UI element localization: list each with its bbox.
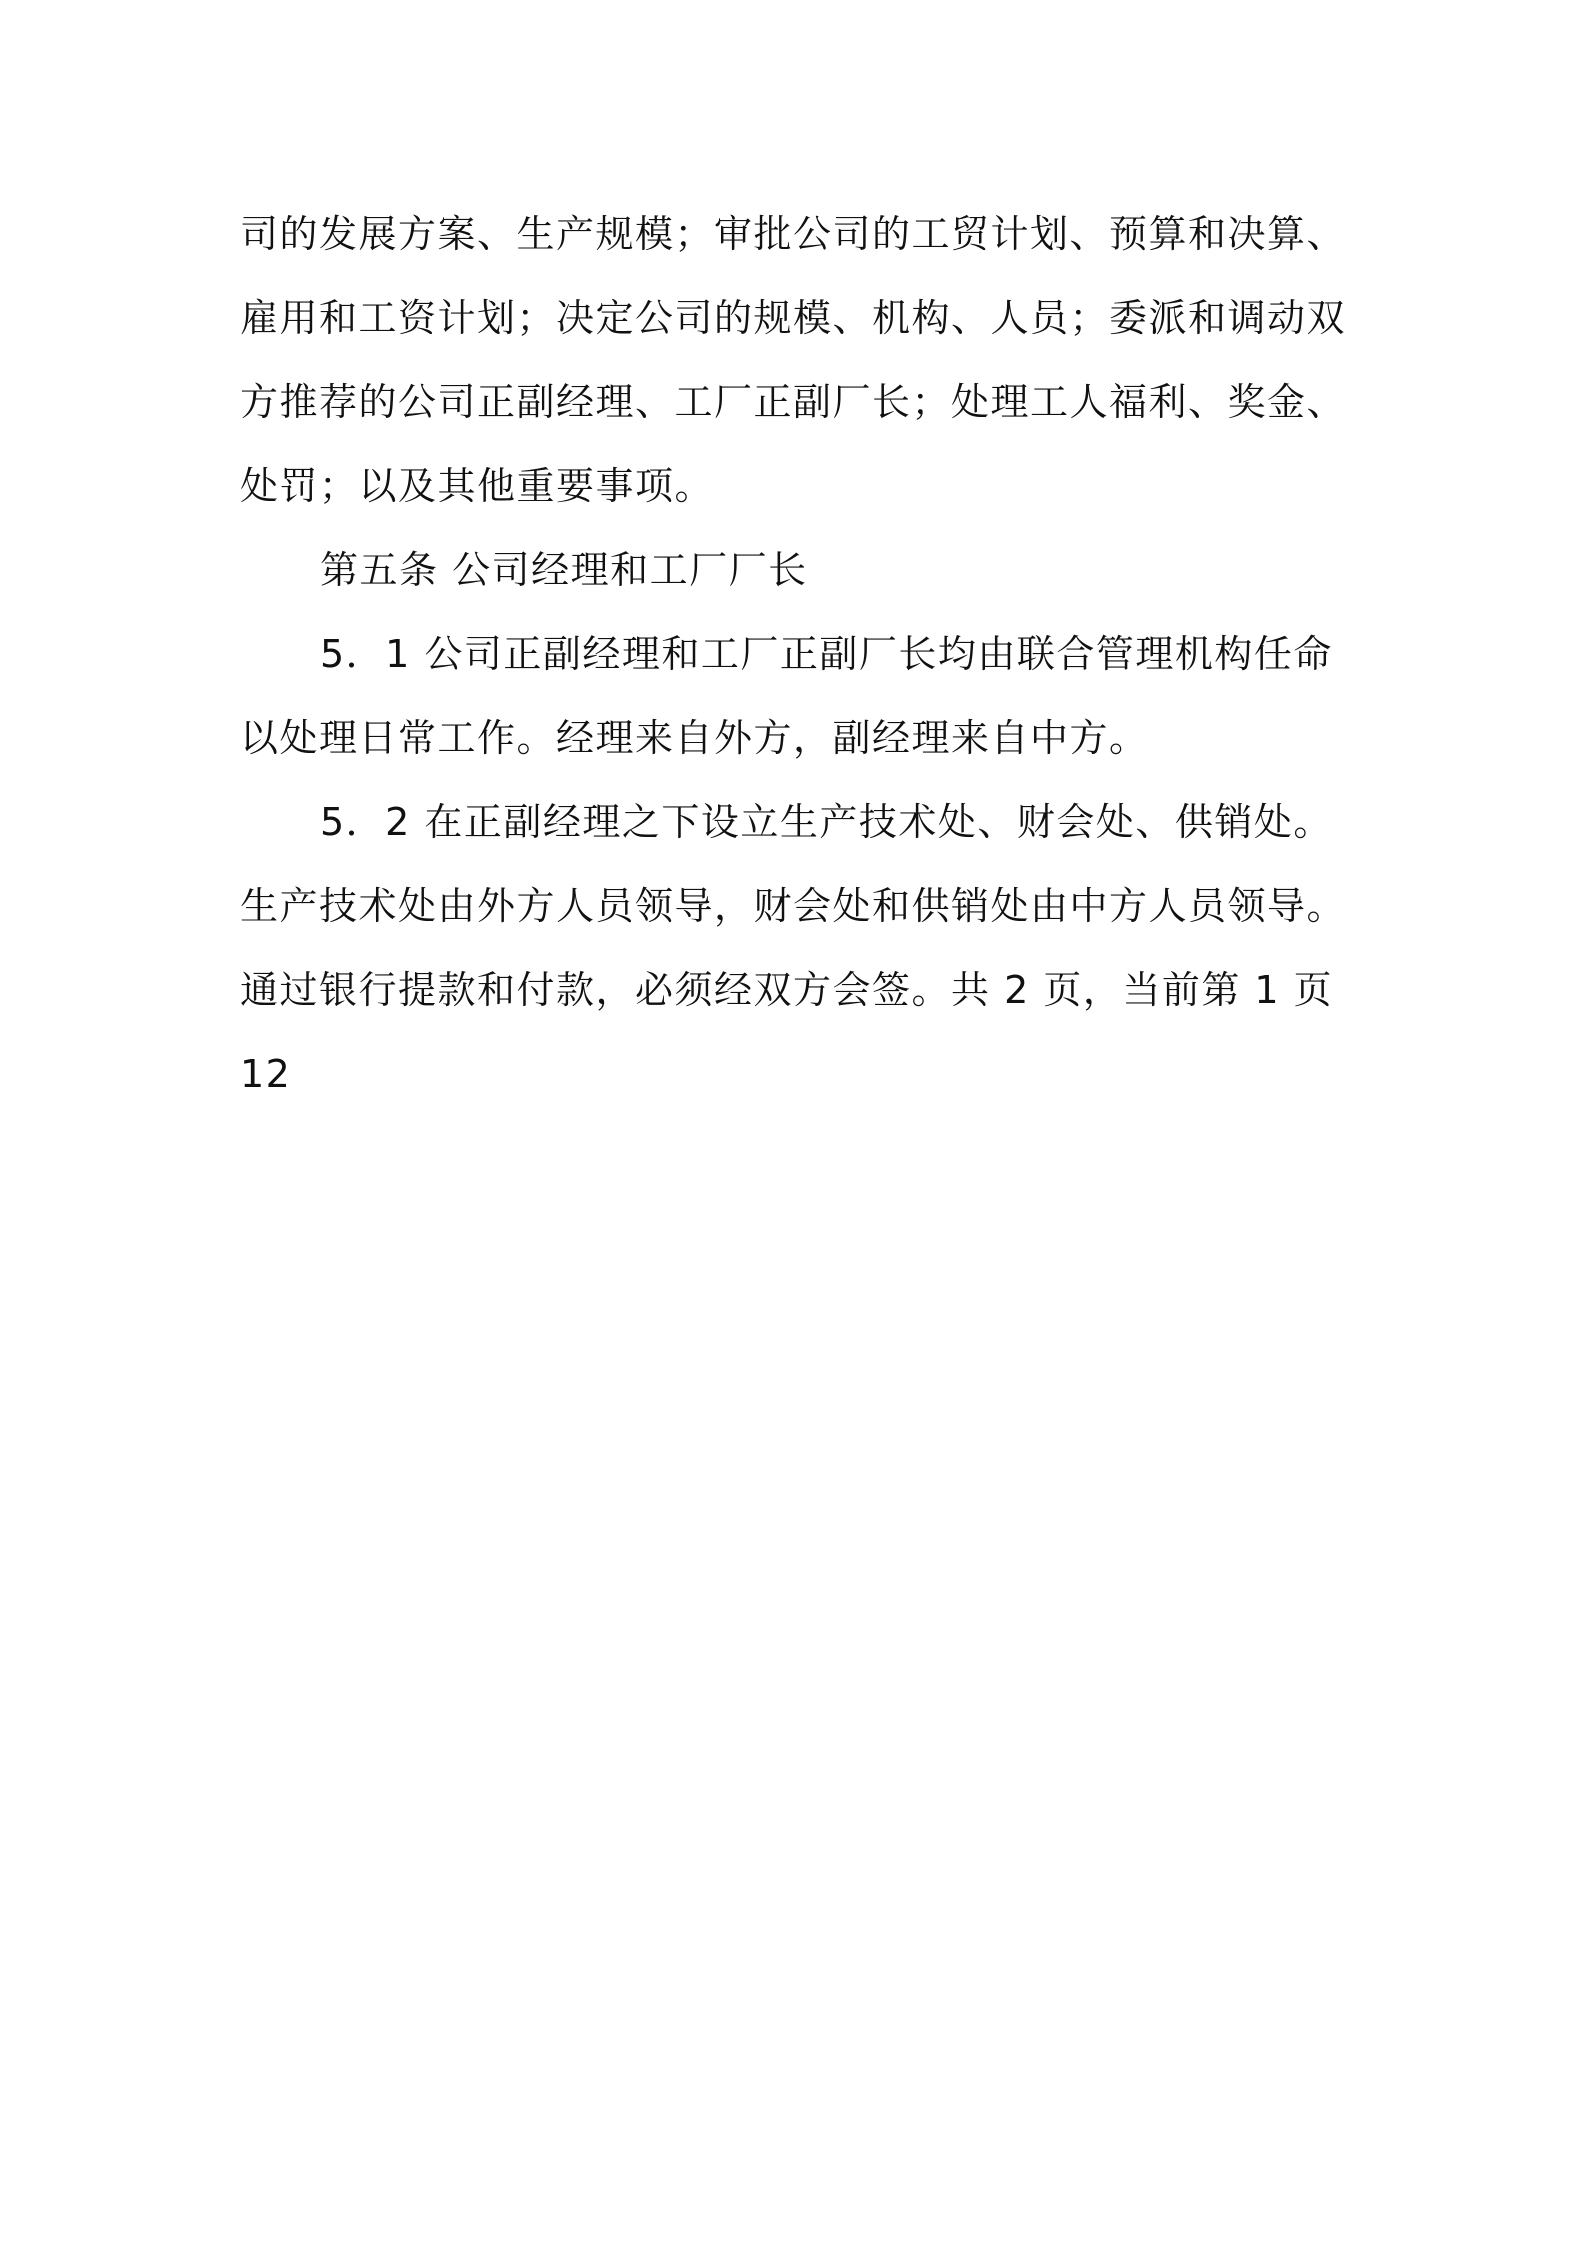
article-heading: 第五条 公司经理和工厂厂长 [320,548,808,592]
text-line: 处罚；以及其他重要事项。 [240,464,715,508]
text-line: 方推荐的公司正副经理、工厂正副厂长；处理工人福利、奖金、 [240,380,1347,424]
clause-5-1-line: 5．1 公司正副经理和工厂正副厂长均由联合管理机构任命 [320,632,1333,676]
clause-5-2-line: 5．2 在正副经理之下设立生产技术处、财会处、供销处。 [320,800,1333,844]
text-line: 以处理日常工作。经理来自外方，副经理来自中方。 [240,716,1149,760]
text-line: 司的发展方案、生产规模；审批公司的工贸计划、预算和决算、 [240,212,1347,256]
text-line-with-page-indicator: 通过银行提款和付款，必须经双方会签。共 2 页，当前第 1 页 [240,968,1334,1012]
page-number: 12 [240,1052,292,1096]
text-line: 雇用和工资计划；决定公司的规模、机构、人员；委派和调动双 [240,296,1347,340]
text-line: 生产技术处由外方人员领导，财会处和供销处由中方人员领导。 [240,884,1347,928]
document-body [240,192,1360,1116]
